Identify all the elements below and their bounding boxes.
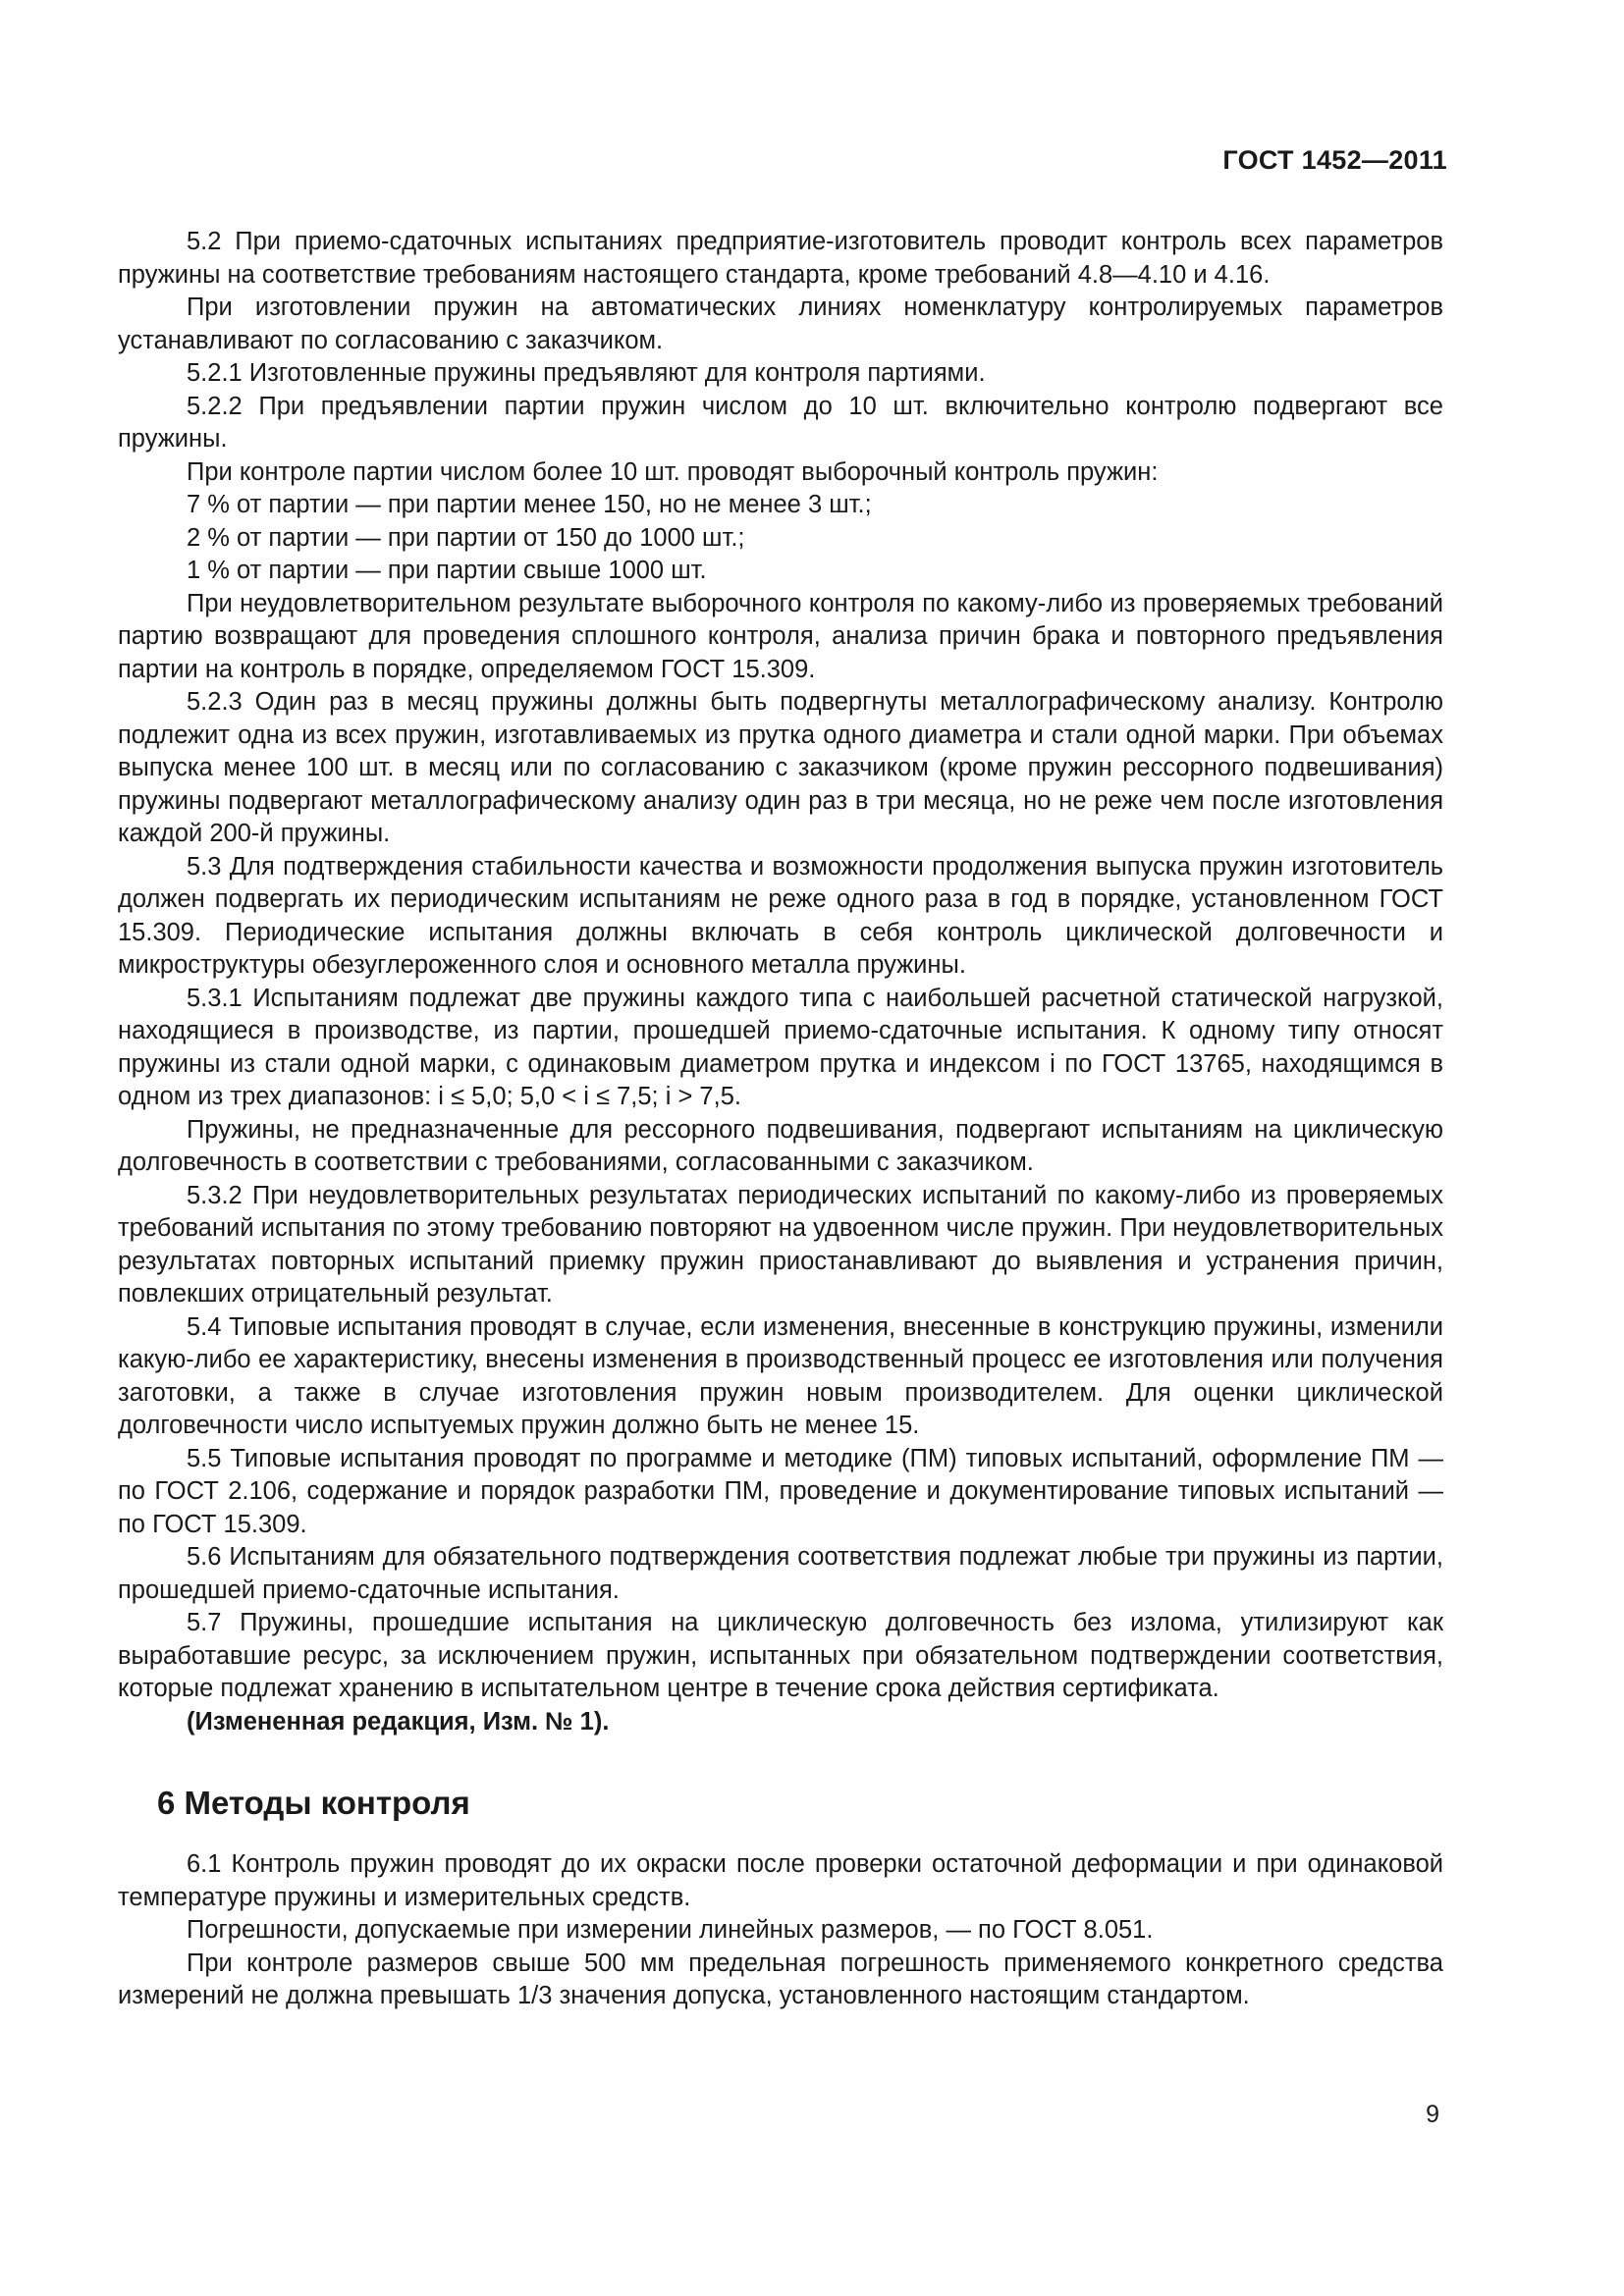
paragraph-6-1: 6.1 Контроль пружин проводят до их окраски после проверки остаточной деформации и при одинаковой температуре пружины и измерительных средств. — [118, 1850, 1443, 1911]
paragraph-5-2-1: 5.2.1 Изготовленные пружины предъявляют для контроля партиями. — [187, 359, 986, 387]
paragraph: При контроле размеров свыше 500 мм предельная погрешность применяемого конкретного средства измерений не должна превышать 1/3 значения допуска, установленного настоящим стандартом. — [118, 1949, 1443, 2009]
paragraph: Пружины, не предназначенные для рессорного подвешивания, подвергают испытаниям на циклическую долговечность в соответствии с требованиями, согласованными с заказчиком. — [118, 1115, 1443, 1176]
paragraph-5-6: 5.6 Испытаниям для обязательного подтверждения соответствия подлежат любые три пружины из партии, прошедшей приемо-сдаточные испытания. — [118, 1543, 1443, 1604]
paragraph: При изготовлении пружин на автоматических линиях номенклатуру контролируемых параметров устанавливают по согласованию с заказчиком. — [118, 294, 1443, 354]
paragraph-5-2: 5.2 При приемо-сдаточных испытаниях предприятие-изготовитель проводит контроль всех параметров пружины на соответствие требованиям настоящего стандарта, кроме требований 4.8—4.10 и 4.16. — [118, 228, 1443, 289]
paragraph-5-7: 5.7 Пружины, прошедшие испытания на циклическую долговечность без излома, утилизируют как выработавшие ресурс, за исключением пружин, испытанных при обязательном подтверждении соответствия, которые подлежат хранению в испытательном центре в течение срока действия сертификата. — [118, 1609, 1443, 1702]
amendment-note: (Измененная редакция, Изм. № 1). — [187, 1707, 610, 1735]
section-title: 6 Методы контроля — [157, 1785, 470, 1821]
paragraph-5-3: 5.3 Для подтверждения стабильности качества и возможности продолжения выпуска пружин изготовитель должен подвергать их периодическим испытаниям не реже одного раза в год в порядке, установленном ГОСТ 15.309. Периодические испытания должны включать в себя контроль циклической долговечности и микроструктуры обезуглероженного слоя и основного металла пружины. — [118, 852, 1443, 979]
list-item: 7 % от партии — при партии менее 150, но не менее 3 шт.; — [187, 491, 872, 518]
paragraph-5-2-3: 5.2.3 Один раз в месяц пружины должны быть подвергнуты металлографическому анализу. Контролю подлежит одна из всех пружин, изготавливаемых из прутка одного диаметра и стали одной марки. При объемах выпуска менее 100 шт. в месяц или по согласованию с заказчиком (кроме пружин рессорного подвешивания) пружины подвергают металлографическому анализу один раз в три месяца, но не реже чем после изготовления каждой 200-й пружины. — [118, 688, 1443, 847]
paragraph-5-4: 5.4 Типовые испытания проводят в случае, если изменения, внесенные в конструкцию пружины, изменили какую-либо ее характеристику, внесены изменения в производственный процесс ее изготовления или получения заготовки, а также в случае изготовления пружин новым производителем. Для оценки циклической долговечности число испытуемых пружин должно быть не менее 15. — [118, 1312, 1443, 1439]
list-item: 1 % от партии — при партии свыше 1000 шт. — [187, 557, 707, 584]
paragraph-5-3-1: 5.3.1 Испытаниям подлежат две пружины каждого типа с наибольшей расчетной статической нагрузкой, находящиеся в производстве, из партии, прошедшей приемо-сдаточные испытания. К одному типу относят пружины из стали одной марки, с одинаковым диаметром прутка и индексом i по ГОСТ 13765, находящимся в одном из трех диапазонов: i ≤ 5,0; 5,0 < i ≤ 7,5; i > 7,5. — [118, 984, 1443, 1110]
paragraph-5-3-2: 5.3.2 При неудовлетворительных результатах периодических испытаний по какому-либо из проверяемых требований испытания по этому требованию повторяют на удвоенном числе пружин. При неудовлетворительных результатах повторных испытаний приемку пружин приостанавливают до выявления и устранения причин, повлекших отрицательный результат. — [118, 1181, 1443, 1308]
paragraph: Погрешности, допускаемые при измерении линейных размеров, — по ГОСТ 8.051. — [187, 1916, 1154, 1944]
list-item: 2 % от партии — при партии от 150 до 1000 шт.; — [187, 523, 745, 552]
document-body — [118, 226, 1443, 2013]
paragraph-5-2-2: 5.2.2 При предъявлении партии пружин числом до 10 шт. включительно контролю подвергают все пружины. — [118, 392, 1443, 453]
paragraph-5-5: 5.5 Типовые испытания проводят по программе и методике (ПМ) типовых испытаний, оформление ПМ — по ГОСТ 2.106, содержание и порядок разработки ПМ, проведение и документирование типовых испытаний — по ГОСТ 15.309. — [118, 1444, 1443, 1538]
paragraph: При неудовлетворительном результате выборочного контроля по какому-либо из проверяемых требований партию возвращают для проведения сплошного контроля, анализа причин брака и повторного предъявления партии на контроль в порядке, определяемом ГОСТ 15.309. — [118, 589, 1443, 683]
document-code-header: ГОСТ 1452—2011 — [1222, 145, 1447, 175]
page-number: 9 — [1426, 2101, 1439, 2128]
paragraph: При контроле партии числом более 10 шт. проводят выборочный контроль пружин: — [187, 457, 1159, 486]
